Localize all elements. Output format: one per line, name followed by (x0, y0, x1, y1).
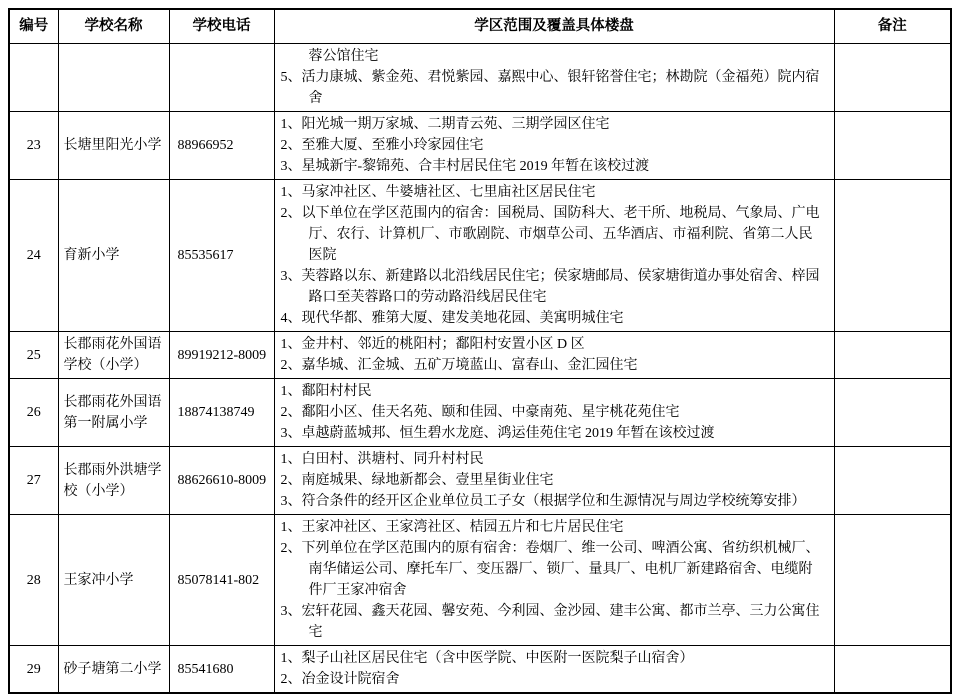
table-row (9, 447, 951, 515)
cell-remarks (834, 515, 951, 646)
table-header (9, 9, 951, 44)
district-item: 1、金井村、邻近的桃阳村；鄱阳村安置小区 D 区 (280, 337, 585, 352)
district-item: 2、下列单位在学区范围内的原有宿舍：卷烟厂、维一公司、啤酒公寓、省纺织机械厂、南华储运公司、摩托车厂、变压器厂、锁厂、量具厂、电机厂新建路宿舍、电缆附件厂王家冲宿舍 (280, 541, 820, 598)
table-row (9, 112, 951, 180)
district-item: 3、卓越蔚蓝城邦、恒生碧水龙庭、鸿运佳苑住宅 2019 年暂在该校过渡 (280, 426, 715, 441)
cell-number: 29 (9, 646, 58, 694)
cell-school-phone (169, 44, 274, 112)
cell-school-name: 育新小学 (58, 180, 169, 332)
district-item: 5、活力康城、紫金苑、君悦紫园、嘉熙中心、银轩铭誉住宅；林勘院（金福苑）院内宿舍 (280, 70, 820, 106)
district-item: 3、符合条件的经开区企业单位员工子女（根据学位和生源情况与周边学校统筹安排） (280, 494, 806, 509)
district-item: 2、冶金设计院宿舍 (280, 672, 400, 687)
cell-district-items (274, 379, 834, 447)
cell-school-name (58, 44, 169, 112)
table-row (9, 646, 951, 694)
district-item: 2、至雅大厦、至雅小玲家园住宅 (280, 138, 484, 153)
cell-remarks (834, 447, 951, 515)
district-item: 1、马家冲社区、牛婆塘社区、七里庙社区居民住宅 (280, 185, 596, 200)
header-number: 编号 (9, 9, 58, 44)
table-row (9, 515, 951, 646)
table-row (9, 44, 951, 112)
cell-school-phone: 89919212-8009 (169, 332, 274, 379)
cell-district-items (274, 180, 834, 332)
district-item: 1、阳光城一期万家城、二期青云苑、三期学园区住宅 (280, 117, 610, 132)
cell-remarks (834, 646, 951, 694)
district-item: 2、南庭城果、绿地新都会、壹里星街业住宅 (280, 473, 554, 488)
cell-school-name: 砂子塘第二小学 (58, 646, 169, 694)
cell-remarks (834, 180, 951, 332)
district-item: 1、王家冲社区、王家湾社区、桔园五片和七片居民住宅 (280, 520, 624, 535)
cell-district-items (274, 515, 834, 646)
district-item: 蓉公馆住宅 (308, 49, 379, 64)
header-district-scope: 学区范围及覆盖具体楼盘 (274, 9, 834, 44)
header-remarks: 备注 (834, 9, 951, 44)
cell-remarks (834, 44, 951, 112)
cell-remarks (834, 332, 951, 379)
cell-school-phone: 85078141-802 (169, 515, 274, 646)
document-sheet (8, 8, 952, 694)
cell-number: 26 (9, 379, 58, 447)
cell-number: 24 (9, 180, 58, 332)
cell-district-items (274, 447, 834, 515)
cell-district-items (274, 44, 834, 112)
district-item: 1、鄱阳村村民 (280, 384, 372, 399)
cell-school-name: 长郡雨花外国语第一附属小学 (58, 379, 169, 447)
table-row (9, 379, 951, 447)
cell-district-items (274, 112, 834, 180)
header-school-name: 学校名称 (58, 9, 169, 44)
cell-number: 27 (9, 447, 58, 515)
cell-remarks (834, 112, 951, 180)
cell-number: 23 (9, 112, 58, 180)
cell-school-name: 王家冲小学 (58, 515, 169, 646)
cell-number: 28 (9, 515, 58, 646)
district-item: 2、以下单位在学区范围内的宿舍：国税局、国防科大、老干所、地税局、气象局、广电厅、农行、计算机厂、市歌剧院、市烟草公司、五华酒店、市福利院、省第二人民医院 (280, 206, 820, 263)
table-row (9, 180, 951, 332)
header-row (9, 9, 951, 44)
district-item: 1、梨子山社区居民住宅（含中医学院、中医附一医院梨子山宿舍） (280, 651, 694, 666)
cell-school-phone: 88966952 (169, 112, 274, 180)
cell-number: 25 (9, 332, 58, 379)
header-school-phone: 学校电话 (169, 9, 274, 44)
district-item: 3、芙蓉路以东、新建路以北沿线居民住宅；侯家塘邮局、侯家塘街道办事处宿舍、梓园路口至芙蓉路口的劳动路沿线居民住宅 (280, 269, 820, 305)
district-item: 2、鄱阳小区、佳天名苑、颐和佳园、中豪南苑、星宇桃花苑住宅 (280, 405, 680, 420)
cell-school-name: 长塘里阳光小学 (58, 112, 169, 180)
cell-school-name: 长郡雨花外国语学校（小学） (58, 332, 169, 379)
cell-remarks (834, 379, 951, 447)
district-item: 3、星城新宇-黎锦苑、合丰村居民住宅 2019 年暂在该校过渡 (280, 159, 650, 174)
district-item: 2、嘉华城、汇金城、五矿万境蓝山、富春山、金汇园住宅 (280, 358, 638, 373)
cell-school-phone: 18874138749 (169, 379, 274, 447)
district-item: 3、宏轩花园、鑫天花园、馨安苑、今利园、金沙园、建丰公寓、都市兰亭、三力公寓住宅 (280, 604, 820, 640)
district-item: 1、白田村、洪塘村、同升村村民 (280, 452, 484, 467)
cell-number (9, 44, 58, 112)
cell-school-phone: 85535617 (169, 180, 274, 332)
district-item: 4、现代华都、雅第大厦、建发美地花园、美寓明城住宅 (280, 311, 624, 326)
school-district-table (8, 8, 952, 694)
table-row (9, 332, 951, 379)
table-body (9, 44, 951, 694)
cell-school-phone: 85541680 (169, 646, 274, 694)
cell-district-items (274, 332, 834, 379)
cell-school-phone: 88626610-8009 (169, 447, 274, 515)
cell-district-items (274, 646, 834, 694)
cell-school-name: 长郡雨外洪塘学校（小学） (58, 447, 169, 515)
